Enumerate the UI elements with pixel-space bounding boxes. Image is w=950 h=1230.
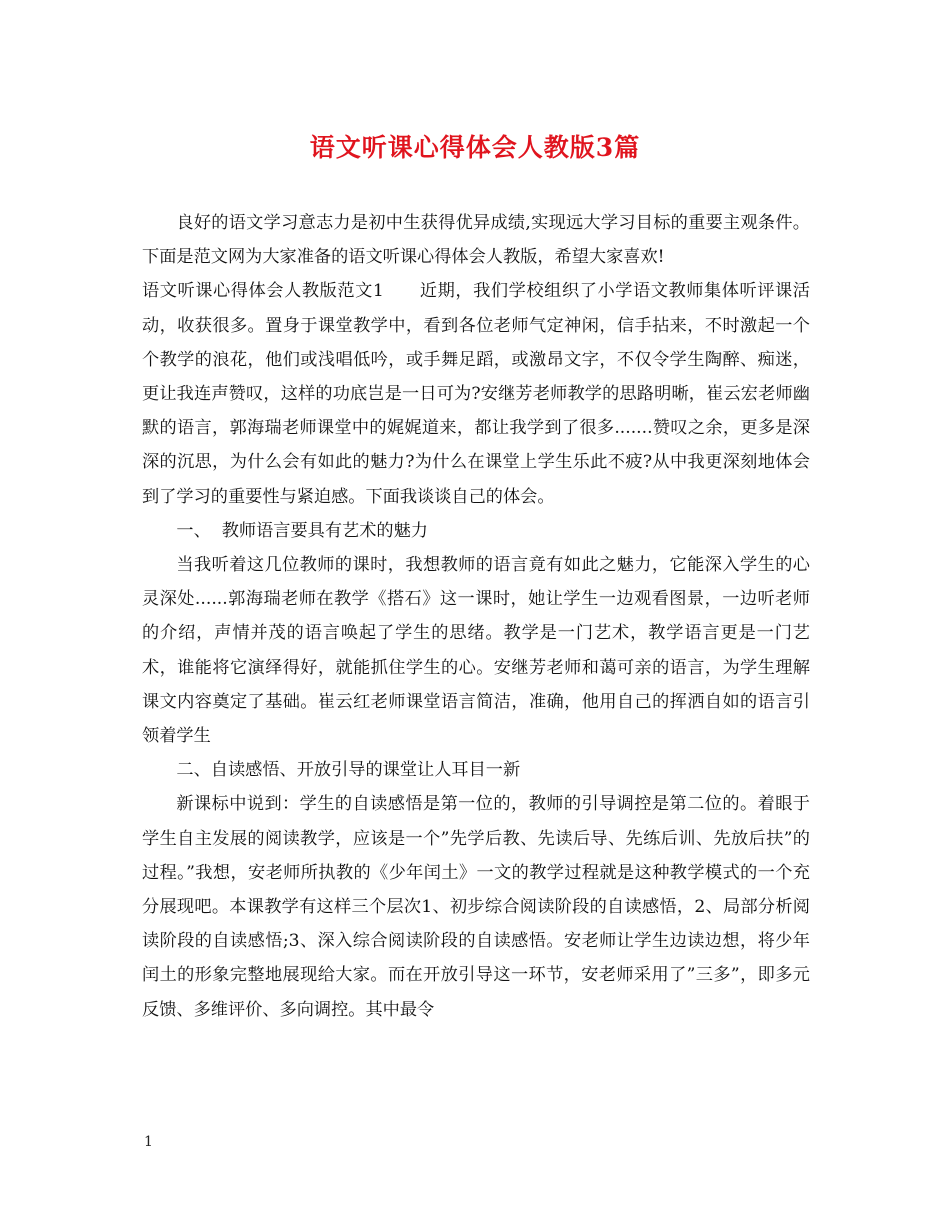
document-body	[142, 206, 810, 1027]
section-heading-1: 一、 教师语言要具有艺术的魅力	[176, 520, 428, 541]
page-number: 1	[144, 1134, 153, 1150]
section-1-paragraph: 当我听着这几位教师的课时，我想教师的语言竟有如此之魅力，它能深入学生的心灵深处......郭海瑞老师在教学《搭石》这一课时，她让学生一边观看图景，一边听老师的介绍，声情并茂的语言唤起了学生的思绪。教学是一门艺术，教学语言更是一门艺术，谁能将它演绎得好，就能抓住学生的心。安继芳老师和蔼可亲的语言，为学生理解课文内容奠定了基础。崔云红老师课堂语言简洁，准确，他用自己的挥洒自如的语言引领着学生	[142, 555, 810, 747]
document-title: 语文听课心得体会人教版3篇	[309, 133, 641, 162]
essay-1-paragraph: 语文听课心得体会人教版范文1 近期，我们学校组织了小学语文教师集体听评课活动，收获很多。置身于课堂教学中，看到各位老师气定神闲，信手拈来，不时激起一个个教学的浪花，他们或浅唱低吟，或手舞足蹈，或激昂文字，不仅令学生陶醉、痴迷，更让我连声赞叹，这样的功底岂是一日可为?安继芳老师教学的思路明晰，崔云宏老师幽默的语言，郭海瑞老师课堂中的娓娓道来，都让我学到了很多.......赞叹之余，更多是深深的沉思，为什么会有如此的魅力?为什么在课堂上学生乐此不疲?从中我更深刻地体会到了学习的重要性与紧迫感。下面我谈谈自己的体会。	[142, 281, 810, 507]
section-2-paragraph: 新课标中说到：学生的自读感悟是第一位的，教师的引导调控是第二位的。着眼于学生自主发展的阅读教学，应该是一个”先学后教、先读后导、先练后训、先放后扶”的过程。”我想，安老师所执教的《少年闰土》一文的教学过程就是这种教学模式的一个充分展现吧。本课教学有这样三个层次1、初步综合阅读阶段的自读感悟，2、局部分析阅读阶段的自读感悟;3、深入综合阅读阶段的自读感悟。安老师让学生边读边想，将少年闰土的形象完整地展现给大家。而在开放引导这一环节，安老师采用了”三多”，即多元反馈、多维评价、多向调控。其中最令	[142, 794, 810, 1020]
intro-paragraph: 良好的语文学习意志力是初中生获得优异成绩,实现远大学习目标的重要主观条件。下面是范文网为大家准备的语文听课心得体会人教版，希望大家喜欢!	[142, 213, 810, 268]
section-heading-2: 二、自读感悟、开放引导的课堂让人耳目一新	[176, 760, 521, 781]
